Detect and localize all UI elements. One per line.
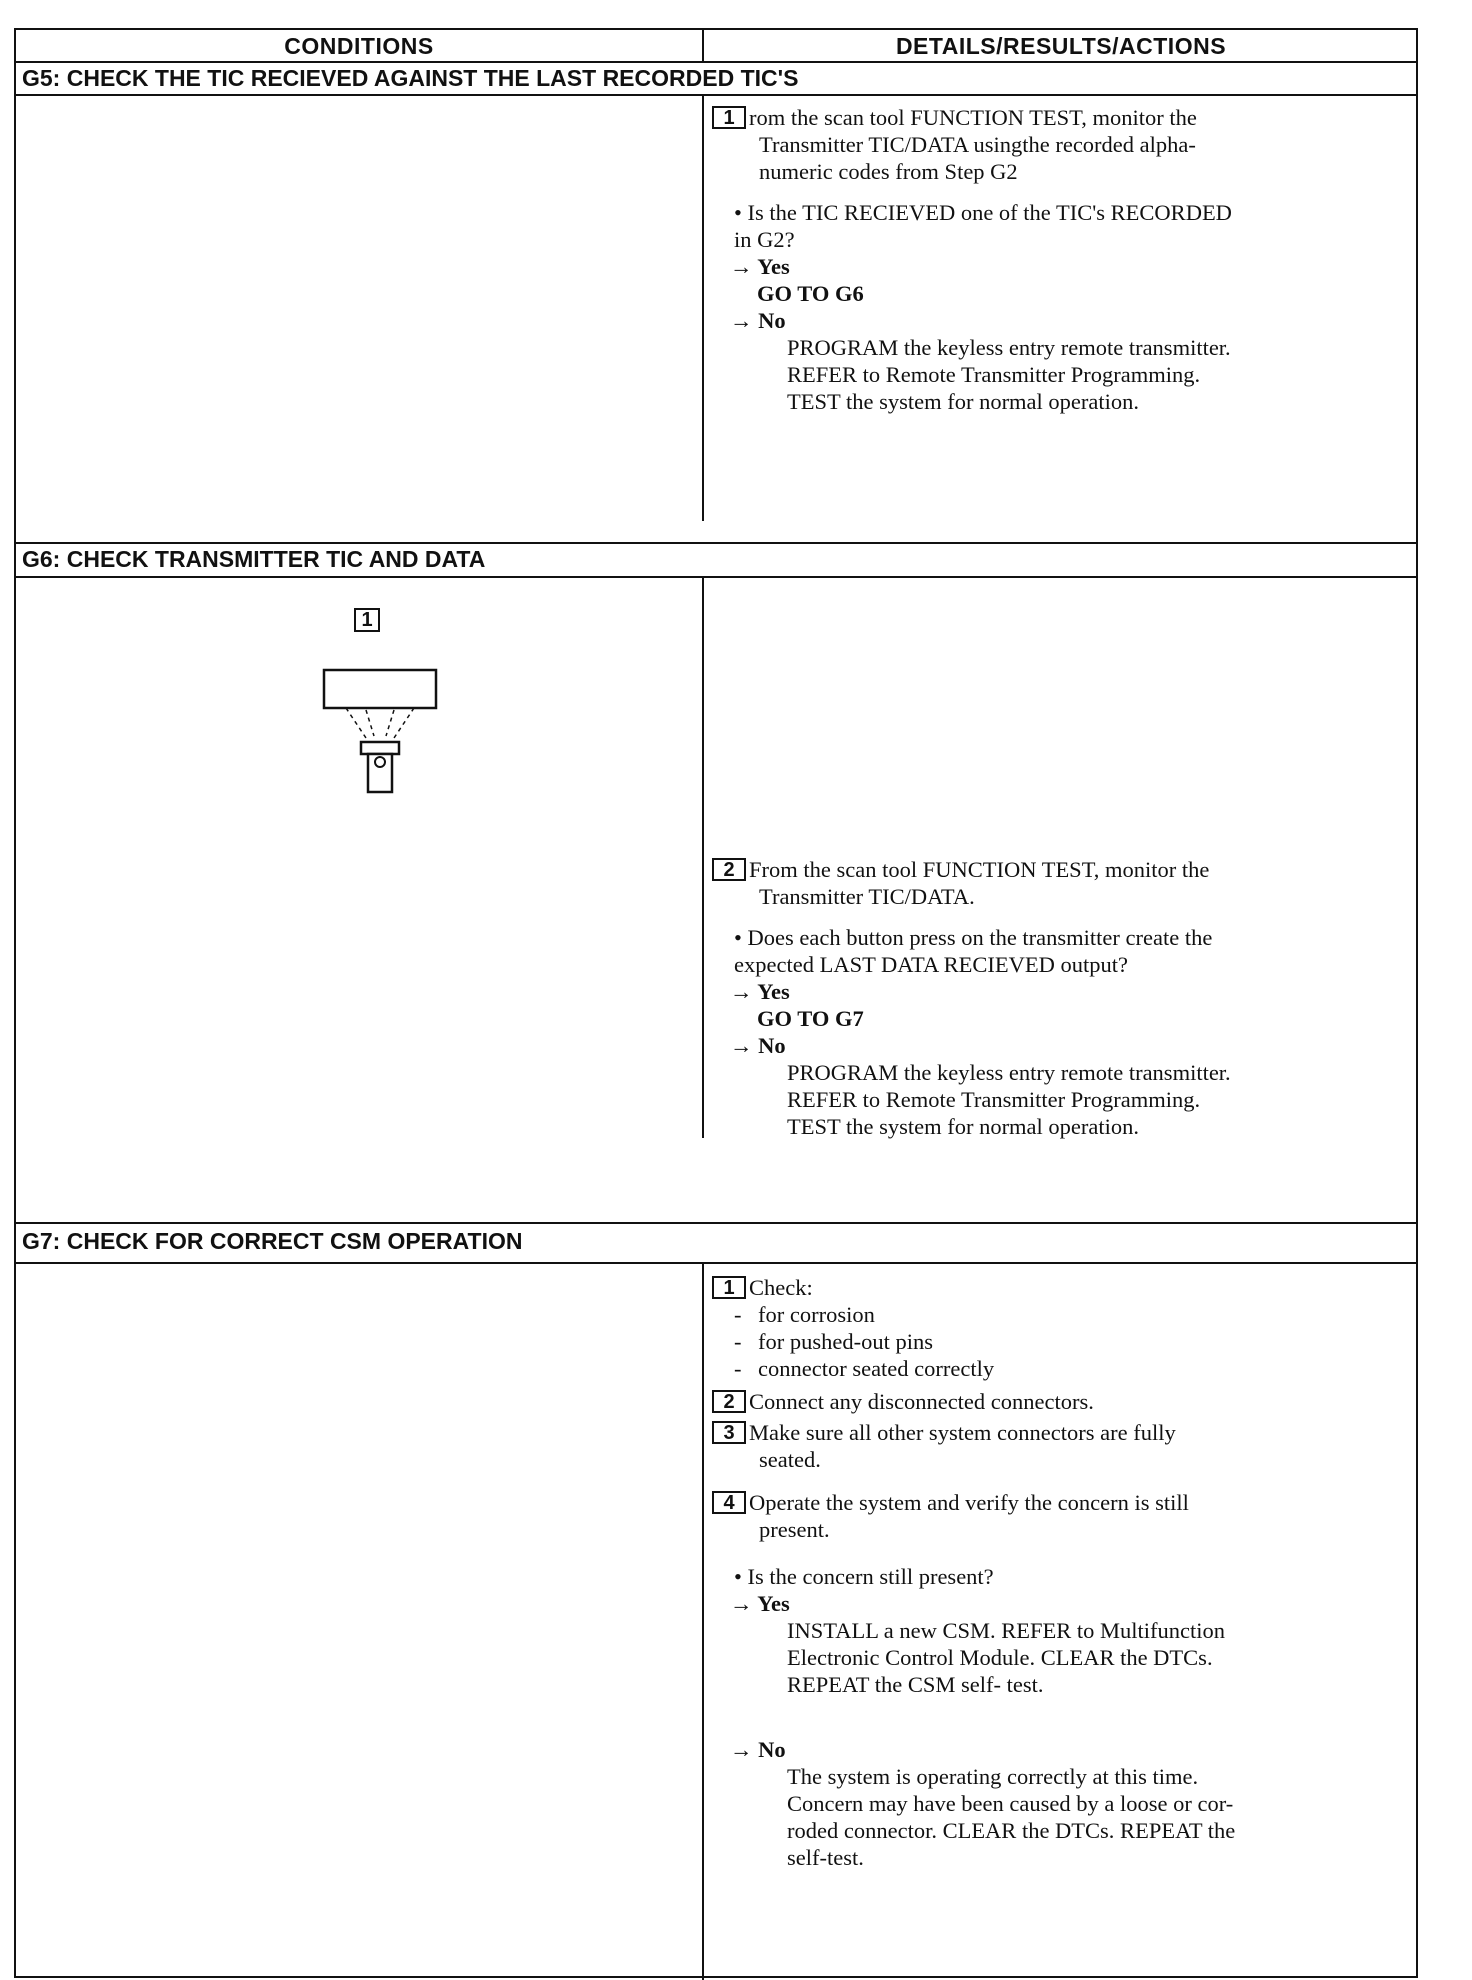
diagnostic-table	[14, 28, 1418, 1978]
g6-title-divider	[16, 576, 1416, 578]
g7-step4-line2: present.	[759, 1517, 830, 1542]
g7-step-4	[712, 1489, 1412, 1543]
g6-no: → No	[730, 1033, 786, 1058]
g7-details	[712, 1274, 1412, 1871]
g5-step1-line1: rom the scan tool FUNCTION TEST, monitor the	[749, 105, 1197, 130]
g6-no-action3: TEST the system for normal operation.	[787, 1114, 1140, 1139]
g7-title: G7: CHECK FOR CORRECT CSM OPERATION	[22, 1228, 523, 1254]
g5-yes-action: GO TO G6	[757, 281, 864, 306]
details-header: DETAILS/RESULTS/ACTIONS	[895, 33, 1227, 59]
g7-yes-action3: REPEAT the CSM self- test.	[787, 1672, 1044, 1697]
g7-no-action2: Concern may have been caused by a loose or cor-	[787, 1791, 1234, 1816]
g5-title: G5: CHECK THE TIC RECIEVED AGAINST THE LAST RECORDED TIC'S	[22, 65, 799, 91]
header-column-divider	[702, 30, 704, 61]
g5-step-1	[712, 104, 1412, 185]
g7-yes: → Yes	[730, 1591, 790, 1616]
g7-check-item: - connector seated correctly	[734, 1356, 995, 1381]
g7-step3-line1: Make sure all other system connectors are fully	[749, 1420, 1176, 1445]
g5-step1-line2: Transmitter TIC/DATA usingthe recorded alpha-	[759, 132, 1196, 157]
g5-question-line2: in G2?	[734, 227, 795, 252]
g6-bottom-divider	[16, 1222, 1416, 1224]
step-number-box: 4	[712, 1491, 746, 1514]
g6-no-action1: PROGRAM the keyless entry remote transmitter.	[787, 1060, 1231, 1085]
g7-step4-line1: Operate the system and verify the concern is still	[749, 1490, 1189, 1515]
g5-title-divider	[16, 94, 1416, 96]
step-number-box: 1	[712, 1276, 746, 1299]
step-number-box: 2	[712, 1390, 746, 1413]
g6-yes: → Yes	[730, 979, 790, 1004]
conditions-header: CONDITIONS	[284, 33, 434, 59]
g5-column-divider	[702, 96, 704, 521]
g7-column-divider	[702, 1264, 704, 1980]
g5-no: → No	[730, 308, 786, 333]
g7-no-action4: self-test.	[787, 1845, 864, 1870]
g7-title-divider	[16, 1262, 1416, 1264]
g7-yes-action2: Electronic Control Module. CLEAR the DTCs.	[787, 1645, 1213, 1670]
scan-tool-icon	[316, 638, 446, 838]
g6-step2-line1: From the scan tool FUNCTION TEST, monitor the	[749, 857, 1210, 882]
g6-column-divider	[702, 578, 704, 1138]
transmitter-scan-tool-illustration	[316, 598, 446, 818]
g6-yes-action: GO TO G7	[757, 1006, 864, 1031]
g5-question-line1: • Is the TIC RECIEVED one of the TIC's RECORDED	[734, 200, 1232, 225]
g5-no-action1: PROGRAM the keyless entry remote transmitter.	[787, 335, 1231, 360]
g6-question-line2: expected LAST DATA RECIEVED output?	[734, 952, 1128, 977]
g7-step-3	[712, 1419, 1412, 1473]
g6-question-line1: • Does each button press on the transmitter create the	[734, 925, 1213, 950]
step-number-box: 2	[712, 858, 746, 881]
g5-no-action3: TEST the system for normal operation.	[787, 389, 1140, 414]
g5-step1-line3: numeric codes from Step G2	[759, 159, 1018, 184]
step-number-box: 1	[712, 106, 746, 129]
g5-details	[712, 104, 1412, 415]
figure-step-number: 1	[354, 608, 380, 632]
g7-no-action3: roded connector. CLEAR the DTCs. REPEAT the	[787, 1818, 1236, 1843]
g7-question: • Is the concern still present?	[734, 1564, 994, 1589]
g7-no: → No	[730, 1737, 786, 1762]
g7-step-2	[712, 1388, 1412, 1415]
g7-yes-action1: INSTALL a new CSM. REFER to Multifunction	[787, 1618, 1225, 1643]
g6-details	[712, 856, 1412, 1140]
g6-step-2	[712, 856, 1412, 910]
g7-no-action1: The system is operating correctly at this time.	[787, 1764, 1199, 1789]
g7-step-1	[712, 1274, 1412, 1301]
g7-check-item: - for corrosion	[734, 1302, 875, 1327]
g5-yes: → Yes	[730, 254, 790, 279]
g6-step2-line2: Transmitter TIC/DATA.	[759, 884, 975, 909]
g7-step3-line2: seated.	[759, 1447, 821, 1472]
g6-title: G6: CHECK TRANSMITTER TIC AND DATA	[22, 546, 486, 572]
g7-step2-text: Connect any disconnected connectors.	[749, 1389, 1094, 1414]
g6-no-action2: REFER to Remote Transmitter Programming.	[787, 1087, 1201, 1112]
g5-no-action2: REFER to Remote Transmitter Programming.	[787, 362, 1201, 387]
g7-step1-text: Check:	[749, 1275, 813, 1300]
step-number-box: 3	[712, 1421, 746, 1444]
g7-check-item: - for pushed-out pins	[734, 1329, 933, 1354]
